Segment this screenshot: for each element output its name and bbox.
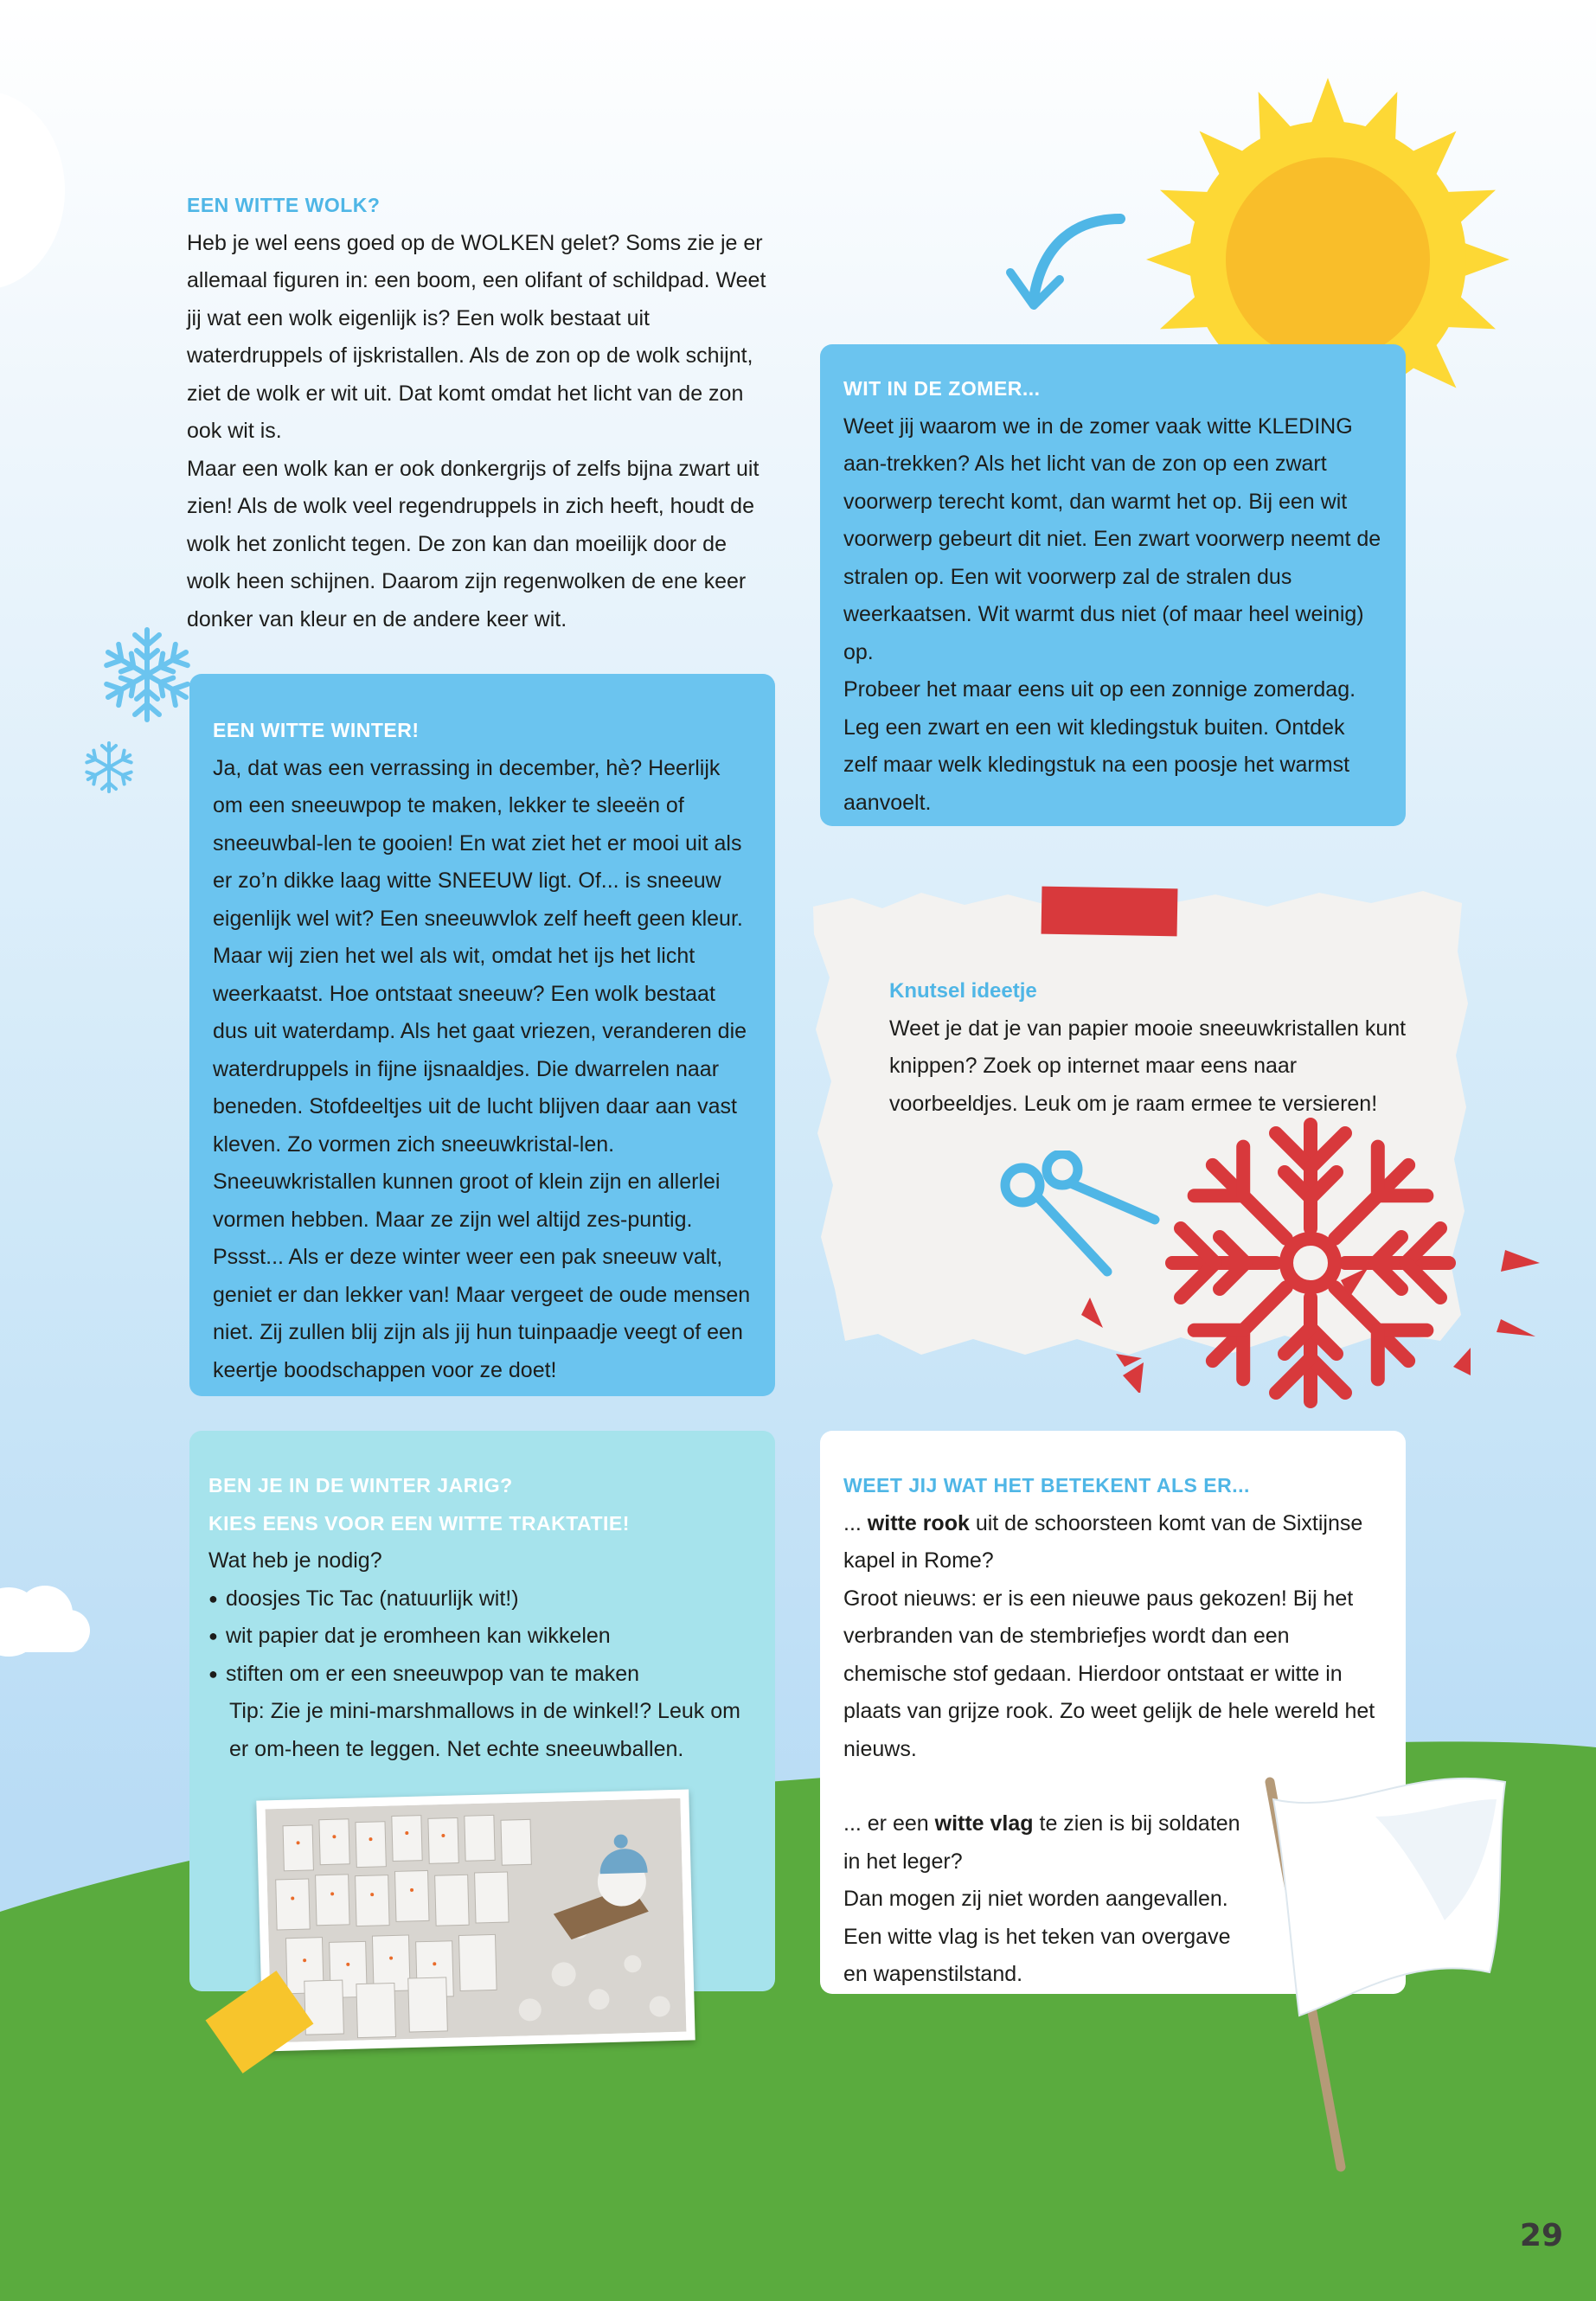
winter-section-title: EEN WITTE WINTER! — [213, 719, 420, 741]
summer-section — [820, 344, 1406, 826]
flag-question — [843, 1805, 1250, 1881]
page-number: 29 — [1519, 2218, 1563, 2253]
cloud-paragraph-1: Heb je wel eens goed op de WOLKEN gelet? Soms zie je er allemaal figuren in: een boom, een olifant of schildpad. Weet jij wat een wolk eigenlijk is? Een wolk bestaat uit waterdruppels of ijskristallen. Als de zon op de wolk schijnt, ziet de wolk er wit uit. Dat komt omdat het licht van de zon ook wit is. — [187, 230, 766, 443]
flag-question-text: te zien is bij soldaten in het leger? — [843, 1811, 1240, 1874]
red-tape — [1042, 887, 1178, 937]
craft-section — [889, 972, 1426, 1123]
flag-answer-1: Dan mogen zij niet worden aangevallen. — [843, 1887, 1228, 1911]
curved-arrow-icon — [995, 203, 1151, 324]
birthday-items — [208, 1580, 756, 1694]
birthday-title-line2: KIES EENS VOOR EEN WITTE TRAKTATIE! — [208, 1511, 630, 1535]
winter-section — [189, 674, 775, 1396]
white-flag-icon — [1246, 1765, 1522, 2180]
snowflake-icon-small — [81, 740, 137, 795]
flag-answer-2: Een witte vlag is het teken van overgave en wapenstilstand. — [843, 1924, 1231, 1986]
list-item: ● wit papier dat je eromheen kan wikkelen — [208, 1618, 756, 1656]
flag-keyword: witte vlag — [934, 1811, 1034, 1836]
snowman-treats-photo — [256, 1790, 695, 2052]
birthday-title-line1: BEN JE IN DE WINTER JARIG? — [208, 1474, 513, 1497]
craft-text: Weet je dat je van papier mooie sneeuwkristallen kunt knippen? Zoek op internet maar eens naar voorbeeldjes. Leuk om je raam ermee te versieren! — [889, 1016, 1407, 1116]
paper-scraps — [1064, 1246, 1548, 1393]
snowflake-icon-large — [95, 623, 199, 727]
flag-prefix: ... er een — [843, 1811, 935, 1836]
cloud-top-left — [0, 78, 69, 303]
birthday-tip: Tip: Zie je mini-marshmallows in de winkel!? Leuk om er om-heen te leggen. Net echte sneeuwballen. — [229, 1699, 740, 1761]
photo-image — [266, 1798, 687, 2042]
smoke-prefix: ... — [843, 1510, 868, 1535]
meaning-section-title: WEET JIJ WAT HET BETEKENT ALS ER... — [843, 1474, 1250, 1497]
smoke-question — [843, 1505, 1382, 1580]
winter-paragraph-1: Ja, dat was een verrassing in december, hè? Heerlijk om een sneeuwpop te maken, lekker te sleeën of sneeuwbal-len te gooien! En wat ziet het er mooi uit als er zo’n dikke laag witte SNEEUW ligt. Of... is sneeuw eigenlijk wel wit? Een sneeuwvlok zelf heeft geen kleur. Maar wij zien het wel als wit, omdat het ijs het licht weerkaatst. Hoe ontstaat sneeuw? Een wolk bestaat dus uit waterdamp. Als het gaat vriezen, veranderen die waterdruppels in fijne ijsnaaldjes. Die dwarrelen naar beneden. Stofdeeltjes uit de lucht blijven daar aan vast kleven. Zo vormen zich sneeuwkristal-len. Sneeuwkristallen kunnen groot of klein zijn en allerlei vormen hebben. Maar ze zijn wel altijd zes-puntig. — [213, 755, 747, 1232]
cloud-left — [0, 1566, 95, 1661]
list-item: ● stiften om er een sneeuwpop van te maken — [208, 1656, 756, 1694]
cloud-paragraph-2: Maar een wolk kan er ook donkergrijs of zelfs bijna zwart uit zien! Als de wolk veel regendruppels in zich heeft, houdt de wolk het zonlicht tegen. De zon kan dan moeilijk door de wolk heen schijnen. Daarom zijn regenwolken de ene keer donker van kleur en de andere keer wit. — [187, 456, 760, 631]
winter-paragraph-2: Pssst... Als er deze winter weer een pak sneeuw valt, geniet er dan lekker van! Maar vergeet de oude mensen niet. Zij zullen blij zijn als jij hun tuinpaadje veegt of een keertje boodschappen voor ze doet! — [213, 1245, 751, 1382]
summer-paragraph-1: Weet jij waarom we in de zomer vaak witte KLEDING aan-trekken? Als het licht van de zon op een zwart voorwerp terecht komt, dan warmt het op. Bij een wit voorwerp gebeurt dit niet. Een zwart voorwerp neemt de stralen op. Een wit voorwerp zal de stralen dus weerkaatsen. Wit warmt dus niet (of maar heel weinig) op. — [843, 413, 1381, 664]
summer-paragraph-2: Probeer het maar eens uit op een zonnige zomerdag. Leg een zwart en een wit kledingstuk buiten. Ontdek zelf maar welk kledingstuk na een poosje het warmst aanvoelt. — [843, 677, 1356, 815]
craft-section-title: Knutsel ideetje — [889, 979, 1037, 1003]
smoke-answer: Groot nieuws: er is een nieuwe paus gekozen! Bij het verbranden van de stembriefjes wordt dan een chemische stof gedaan. Hierdoor ontstaat er witte in plaats van grijze rook. Zo weet gelijk de hele wereld het nieuws. — [843, 1586, 1375, 1761]
birthday-intro: Wat heb je nodig? — [208, 1548, 382, 1573]
summer-section-title: WIT IN DE ZOMER... — [843, 377, 1041, 400]
cloud-section — [187, 187, 775, 638]
list-item: ● doosjes Tic Tac (natuurlijk wit!) — [208, 1580, 756, 1618]
smoke-keyword: witte rook — [867, 1510, 970, 1535]
cloud-section-title: EEN WITTE WOLK? — [187, 194, 381, 216]
smoke-question-text: uit de schoorsteen komt van de Sixtijnse kapel in Rome? — [843, 1510, 1363, 1573]
